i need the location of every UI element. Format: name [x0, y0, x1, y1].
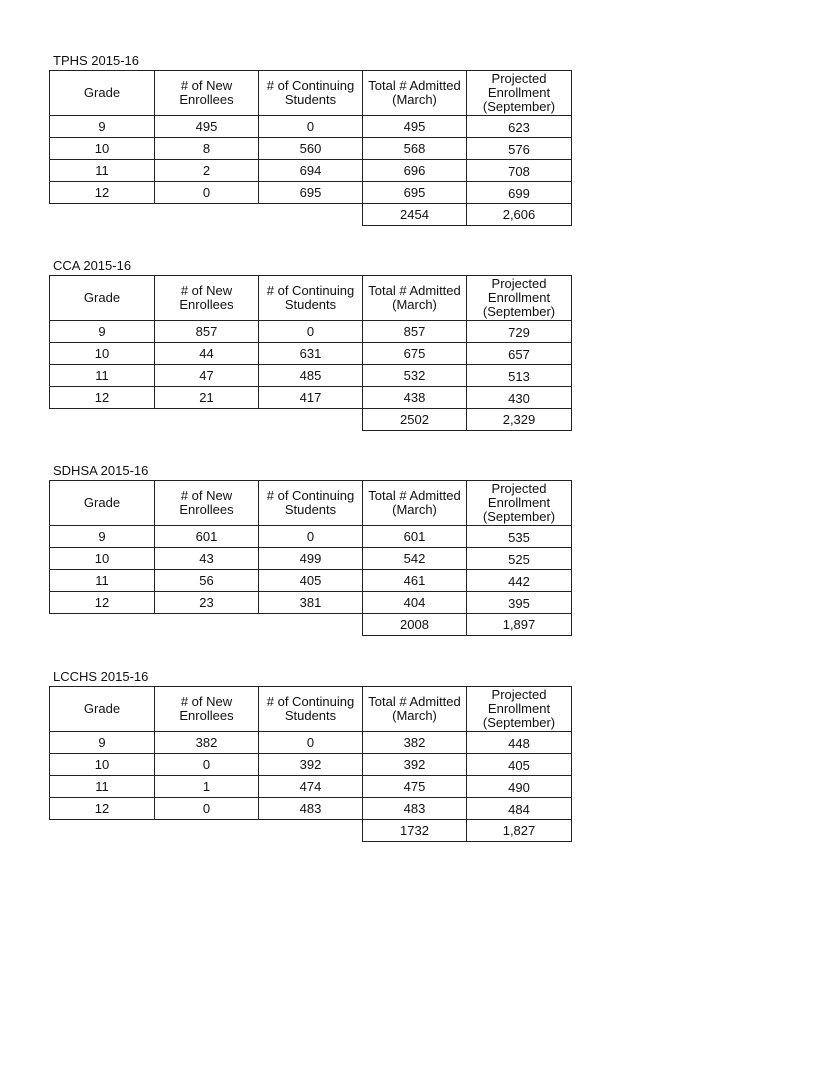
- new-enrollees-cell: 0: [155, 182, 259, 204]
- header-continuing-students: # of Continuing Students: [259, 481, 363, 526]
- new-enrollees-cell: 0: [155, 754, 259, 776]
- total-projected-cell: 1,897: [467, 614, 572, 636]
- new-enrollees-cell: 43: [155, 548, 259, 570]
- grade-cell: 11: [50, 160, 155, 182]
- grade-cell: 10: [50, 754, 155, 776]
- admitted-cell: 695: [363, 182, 467, 204]
- continuing-cell: 417: [259, 387, 363, 409]
- enrollment-table: [49, 70, 572, 226]
- projected-cell: 405: [467, 754, 572, 776]
- new-enrollees-cell: 56: [155, 570, 259, 592]
- new-enrollees-cell: 601: [155, 526, 259, 548]
- continuing-cell: 474: [259, 776, 363, 798]
- table-row: [50, 182, 572, 204]
- header-total-admitted: Total # Admitted (March): [363, 687, 467, 732]
- header-new-enrollees: # of New Enrollees: [155, 71, 259, 116]
- continuing-cell: 499: [259, 548, 363, 570]
- admitted-cell: 382: [363, 732, 467, 754]
- table-row: [50, 754, 572, 776]
- total-admitted-cell: 1732: [363, 820, 467, 842]
- header-projected-enrollment: Projected Enrollment (September): [467, 71, 572, 116]
- enrollment-table: [49, 480, 572, 636]
- header-grade: Grade: [50, 481, 155, 526]
- admitted-cell: 475: [363, 776, 467, 798]
- table-row: [50, 138, 572, 160]
- table-row: [50, 548, 572, 570]
- projected-cell: 395: [467, 592, 572, 614]
- header-row: [50, 687, 572, 732]
- grade-cell: 10: [50, 138, 155, 160]
- continuing-cell: 485: [259, 365, 363, 387]
- admitted-cell: 601: [363, 526, 467, 548]
- grade-cell: 11: [50, 776, 155, 798]
- projected-cell: 484: [467, 798, 572, 820]
- table-row: [50, 732, 572, 754]
- header-grade: Grade: [50, 276, 155, 321]
- continuing-cell: 631: [259, 343, 363, 365]
- grade-cell: 12: [50, 798, 155, 820]
- totals-row: [50, 204, 572, 226]
- projected-cell: 729: [467, 321, 572, 343]
- continuing-cell: 483: [259, 798, 363, 820]
- total-projected-cell: 2,606: [467, 204, 572, 226]
- enrollment-table: [49, 686, 572, 842]
- header-new-enrollees: # of New Enrollees: [155, 481, 259, 526]
- new-enrollees-cell: 8: [155, 138, 259, 160]
- table-row: [50, 343, 572, 365]
- new-enrollees-cell: 47: [155, 365, 259, 387]
- table-row: [50, 321, 572, 343]
- continuing-cell: 0: [259, 732, 363, 754]
- grade-cell: 9: [50, 732, 155, 754]
- total-projected-cell: 1,827: [467, 820, 572, 842]
- table-row: [50, 570, 572, 592]
- total-projected-cell: 2,329: [467, 409, 572, 431]
- grade-cell: 12: [50, 592, 155, 614]
- totals-row: [50, 614, 572, 636]
- new-enrollees-cell: 44: [155, 343, 259, 365]
- total-admitted-cell: 2454: [363, 204, 467, 226]
- new-enrollees-cell: 495: [155, 116, 259, 138]
- admitted-cell: 495: [363, 116, 467, 138]
- table-row: [50, 116, 572, 138]
- header-total-admitted: Total # Admitted (March): [363, 71, 467, 116]
- projected-cell: 576: [467, 138, 572, 160]
- grade-cell: 12: [50, 387, 155, 409]
- new-enrollees-cell: 0: [155, 798, 259, 820]
- continuing-cell: 405: [259, 570, 363, 592]
- table-row: [50, 526, 572, 548]
- continuing-cell: 392: [259, 754, 363, 776]
- continuing-cell: 695: [259, 182, 363, 204]
- totals-spacer: [50, 820, 363, 842]
- totals-spacer: [50, 614, 363, 636]
- grade-cell: 12: [50, 182, 155, 204]
- admitted-cell: 532: [363, 365, 467, 387]
- grade-cell: 9: [50, 321, 155, 343]
- admitted-cell: 392: [363, 754, 467, 776]
- header-row: [50, 71, 572, 116]
- new-enrollees-cell: 23: [155, 592, 259, 614]
- projected-cell: 708: [467, 160, 572, 182]
- continuing-cell: 0: [259, 526, 363, 548]
- table-row: [50, 365, 572, 387]
- projected-cell: 490: [467, 776, 572, 798]
- header-total-admitted: Total # Admitted (March): [363, 276, 467, 321]
- header-projected-enrollment: Projected Enrollment (September): [467, 687, 572, 732]
- header-continuing-students: # of Continuing Students: [259, 71, 363, 116]
- header-grade: Grade: [50, 71, 155, 116]
- header-grade: Grade: [50, 687, 155, 732]
- totals-spacer: [50, 409, 363, 431]
- grade-cell: 9: [50, 116, 155, 138]
- projected-cell: 430: [467, 387, 572, 409]
- totals-spacer: [50, 204, 363, 226]
- grade-cell: 11: [50, 365, 155, 387]
- new-enrollees-cell: 857: [155, 321, 259, 343]
- admitted-cell: 461: [363, 570, 467, 592]
- grade-cell: 9: [50, 526, 155, 548]
- table-row: [50, 387, 572, 409]
- header-new-enrollees: # of New Enrollees: [155, 687, 259, 732]
- admitted-cell: 696: [363, 160, 467, 182]
- total-admitted-cell: 2008: [363, 614, 467, 636]
- admitted-cell: 483: [363, 798, 467, 820]
- header-total-admitted: Total # Admitted (March): [363, 481, 467, 526]
- total-admitted-cell: 2502: [363, 409, 467, 431]
- school-title: CCA 2015-16: [53, 258, 132, 273]
- admitted-cell: 857: [363, 321, 467, 343]
- header-row: [50, 481, 572, 526]
- new-enrollees-cell: 21: [155, 387, 259, 409]
- totals-row: [50, 409, 572, 431]
- admitted-cell: 568: [363, 138, 467, 160]
- header-new-enrollees: # of New Enrollees: [155, 276, 259, 321]
- projected-cell: 699: [467, 182, 572, 204]
- continuing-cell: 0: [259, 321, 363, 343]
- table-row: [50, 776, 572, 798]
- school-title: LCCHS 2015-16: [53, 669, 149, 684]
- grade-cell: 10: [50, 548, 155, 570]
- continuing-cell: 381: [259, 592, 363, 614]
- admitted-cell: 542: [363, 548, 467, 570]
- continuing-cell: 560: [259, 138, 363, 160]
- school-title: SDHSA 2015-16: [53, 463, 149, 478]
- projected-cell: 525: [467, 548, 572, 570]
- header-continuing-students: # of Continuing Students: [259, 687, 363, 732]
- new-enrollees-cell: 2: [155, 160, 259, 182]
- projected-cell: 442: [467, 570, 572, 592]
- header-projected-enrollment: Projected Enrollment (September): [467, 276, 572, 321]
- projected-cell: 535: [467, 526, 572, 548]
- header-projected-enrollment: Projected Enrollment (September): [467, 481, 572, 526]
- grade-cell: 11: [50, 570, 155, 592]
- new-enrollees-cell: 382: [155, 732, 259, 754]
- projected-cell: 657: [467, 343, 572, 365]
- totals-row: [50, 820, 572, 842]
- header-row: [50, 276, 572, 321]
- projected-cell: 448: [467, 732, 572, 754]
- admitted-cell: 675: [363, 343, 467, 365]
- grade-cell: 10: [50, 343, 155, 365]
- enrollment-table: [49, 275, 572, 431]
- table-row: [50, 160, 572, 182]
- school-title: TPHS 2015-16: [53, 53, 139, 68]
- header-continuing-students: # of Continuing Students: [259, 276, 363, 321]
- admitted-cell: 438: [363, 387, 467, 409]
- projected-cell: 513: [467, 365, 572, 387]
- new-enrollees-cell: 1: [155, 776, 259, 798]
- table-row: [50, 798, 572, 820]
- continuing-cell: 694: [259, 160, 363, 182]
- continuing-cell: 0: [259, 116, 363, 138]
- table-row: [50, 592, 572, 614]
- admitted-cell: 404: [363, 592, 467, 614]
- projected-cell: 623: [467, 116, 572, 138]
